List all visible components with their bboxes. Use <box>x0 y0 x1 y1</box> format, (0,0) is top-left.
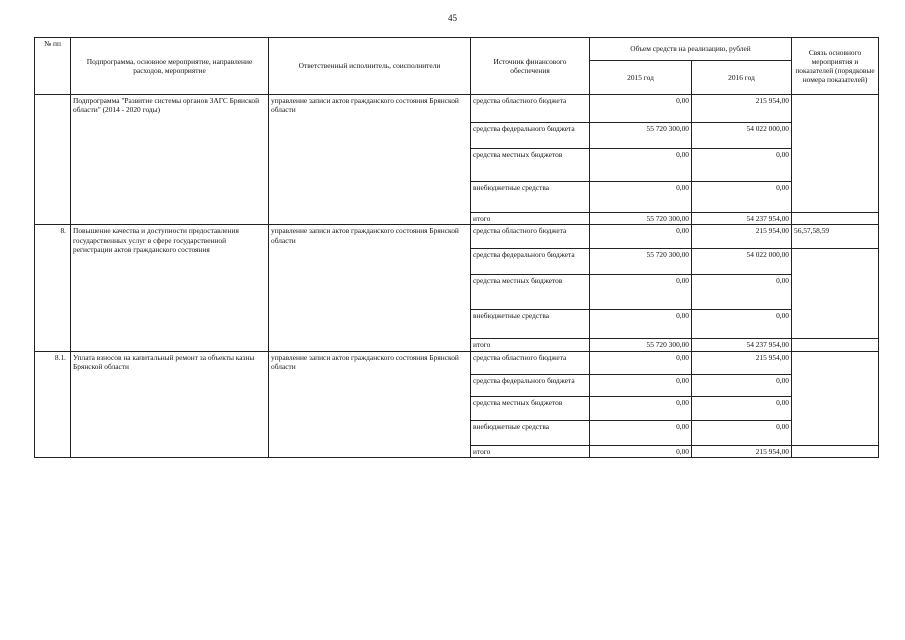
value-2015: 55 720 300,00 <box>590 123 692 149</box>
header-volume: Объем средств на реализацию, рублей <box>590 38 792 61</box>
source-local: средства местных бюджетов <box>471 149 590 182</box>
value-2015: 0,00 <box>590 310 692 339</box>
block-executor: управление записи актов гражданского состояния Брянской области <box>269 95 471 225</box>
value-2015: 0,00 <box>590 182 692 213</box>
value-2016: 215 954,00 <box>692 225 792 249</box>
header-2015: 2015 год <box>590 61 692 95</box>
source-extra: внебюджетные средства <box>471 182 590 213</box>
block-name: Повышение качества и доступности предоставления государственных услуг в сфере государственной регистрации актов гражданского состояния <box>71 225 269 351</box>
total-2016: 54 237 954,00 <box>692 339 792 351</box>
page-number: 45 <box>448 13 457 23</box>
value-2016: 0,00 <box>692 420 792 445</box>
value-2016: 0,00 <box>692 310 792 339</box>
header-program: Подпрограмма, основное мероприятие, направление расходов, мероприятие <box>71 38 269 95</box>
block-executor: управление записи актов гражданского состояния Брянской области <box>269 351 471 457</box>
source-local: средства местных бюджетов <box>471 396 590 420</box>
header-2016: 2016 год <box>692 61 792 95</box>
source-federal: средства федерального бюджета <box>471 123 590 149</box>
block-name: Уплата взносов на капитальный ремонт за объекты казны Брянской области <box>71 351 269 457</box>
value-2015: 0,00 <box>590 420 692 445</box>
empty-cell <box>792 445 879 457</box>
header-link: Связь основного мероприятия и показателей (порядковые номера показателей) <box>792 38 879 95</box>
source-local: средства местных бюджетов <box>471 275 590 310</box>
value-2016: 54 022 000,00 <box>692 249 792 275</box>
source-federal: средства федерального бюджета <box>471 249 590 275</box>
source-total: итого <box>471 445 590 457</box>
source-regional: средства областного бюджета <box>471 351 590 374</box>
value-2016: 0,00 <box>692 396 792 420</box>
budget-table <box>34 37 879 458</box>
block-name: Подпрограмма "Развитие системы органов ЗАГС Брянской области" (2014 - 2020 годы) <box>71 95 269 225</box>
empty-cell <box>792 213 879 225</box>
block-link <box>792 351 879 445</box>
block-8-1 <box>35 351 879 457</box>
block-num: 8. <box>35 225 71 351</box>
total-2015: 55 720 300,00 <box>590 339 692 351</box>
total-2016: 215 954,00 <box>692 445 792 457</box>
source-regional: средства областного бюджета <box>471 225 590 249</box>
source-total: итого <box>471 213 590 225</box>
source-regional: средства областного бюджета <box>471 95 590 123</box>
block-8 <box>35 225 879 351</box>
value-2016: 0,00 <box>692 182 792 213</box>
total-2015: 55 720 300,00 <box>590 213 692 225</box>
source-extra: внебюджетные средства <box>471 420 590 445</box>
value-2015: 0,00 <box>590 396 692 420</box>
block-link <box>792 95 879 213</box>
header-executor: Ответственный исполнитель, соисполнители <box>269 38 471 95</box>
source-federal: средства федерального бюджета <box>471 374 590 396</box>
empty-cell <box>792 249 879 339</box>
value-2016: 0,00 <box>692 275 792 310</box>
value-2015: 0,00 <box>590 351 692 374</box>
block-num <box>35 95 71 225</box>
header-source: Источник финансового обеспечения <box>471 38 590 95</box>
value-2016: 0,00 <box>692 149 792 182</box>
source-total: итого <box>471 339 590 351</box>
total-2015: 0,00 <box>590 445 692 457</box>
block-executor: управление записи актов гражданского состояния Брянской области <box>269 225 471 351</box>
value-2016: 215 954,00 <box>692 95 792 123</box>
value-2016: 215 954,00 <box>692 351 792 374</box>
block-link: 56,57,58,59 <box>792 225 879 249</box>
value-2016: 54 022 000,00 <box>692 123 792 149</box>
source-extra: внебюджетные средства <box>471 310 590 339</box>
header-num: № пп <box>35 38 71 95</box>
value-2015: 55 720 300,00 <box>590 249 692 275</box>
block-subprogram <box>35 95 879 225</box>
value-2015: 0,00 <box>590 275 692 310</box>
value-2015: 0,00 <box>590 374 692 396</box>
value-2015: 0,00 <box>590 95 692 123</box>
value-2015: 0,00 <box>590 149 692 182</box>
total-2016: 54 237 954,00 <box>692 213 792 225</box>
value-2015: 0,00 <box>590 225 692 249</box>
block-num: 8.1. <box>35 351 71 457</box>
value-2016: 0,00 <box>692 374 792 396</box>
empty-cell <box>792 339 879 351</box>
